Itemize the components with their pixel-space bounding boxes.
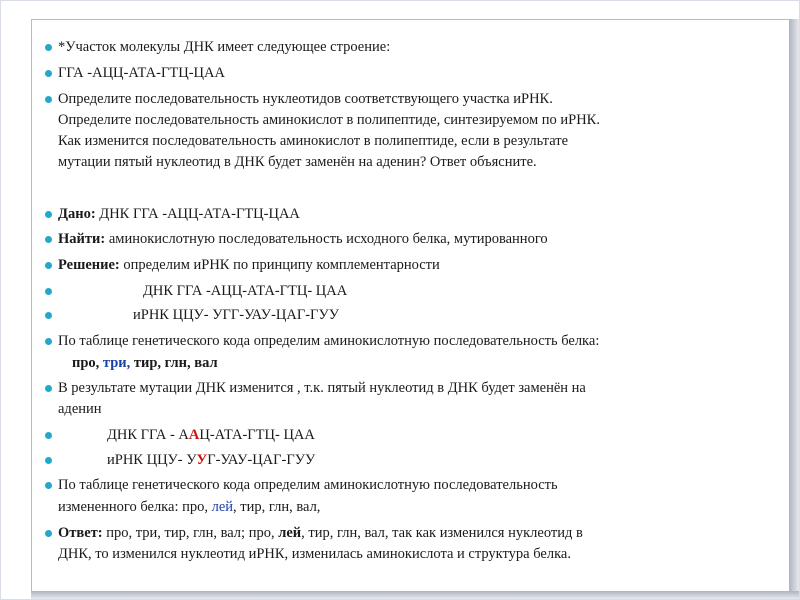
bullet-icon <box>45 530 52 537</box>
bullet-icon <box>45 482 52 489</box>
bullet-icon <box>45 262 52 269</box>
bullet-icon <box>45 432 52 439</box>
bullet-icon <box>45 236 52 243</box>
bullet-icon <box>45 96 52 103</box>
bullet-icon <box>45 44 52 51</box>
frame-shadow-bottom <box>31 591 799 599</box>
frame-shadow-right <box>789 19 799 599</box>
bullet-icon <box>45 385 52 392</box>
bullet-icon <box>45 70 52 77</box>
slide: *Участок молекулы ДНК имеет следующее строение: ГГА -АЦЦ-АТА-ГТЦ-ЦАА Определите последовательность нуклеотидов соответствующего участка иРНК. Определите последовательность аминокислот в полипептиде, синтезируемом по иРНК. Как изменится последовательность аминокислот в полипептиде, если в результате мутации пятый нуклеотид в ДНК будет заменён на аденин? Ответ объясните. Дано: ДНК ГГА -АЦЦ-АТА-ГТЦ-ЦАА Найти: аминокислотную последовательность исходного белка, мутированного Решение: определим иРНК по принципу комплементарности ДНК ГГА -АЦЦ-АТА-ГТЦ- ЦАА иРНК ЦЦУ- УГГ-УАУ-ЦАГ-ГУУ По таблице генетического кода определим аминокислотную последовательность белка: про, три, тир, глн, вал В результате мутации ДНК изменится , т.к. пятый нуклеотид в ДНК будет заменён на аденин ДНК ГГА - ААЦ-АТА-ГТЦ- ЦАА иРНК ЦЦУ- УУГ-УАУ-ЦАГ-ГУУ По таблице генетического кода определим аминокислотную последовательность измененного белка: про, лей, тир, глн, вал, Ответ: про, три, тир, глн, вал; про, лей, тир, глн, вал, так как изменился нуклеотид в ДНК, то изменился нуклеотид иРНК, изменилась аминокислота и структура белка. <box>0 0 800 600</box>
answer-line-2: ДНК, то изменился нуклеотид иРНК, изменилась аминокислота и структура белка. <box>58 546 571 562</box>
bullet-icon <box>45 457 52 464</box>
bullet-icon <box>45 338 52 345</box>
amino-acids-mutated: измененного белка: про, лей, тир, глн, вал, <box>58 499 321 515</box>
bullet-icon <box>45 312 52 319</box>
amino-acids-original: про, три, тир, глн, вал <box>72 355 218 371</box>
bullet-icon <box>45 288 52 295</box>
mutation-line-2: аденин <box>58 401 102 417</box>
bullet-icon <box>45 211 52 218</box>
